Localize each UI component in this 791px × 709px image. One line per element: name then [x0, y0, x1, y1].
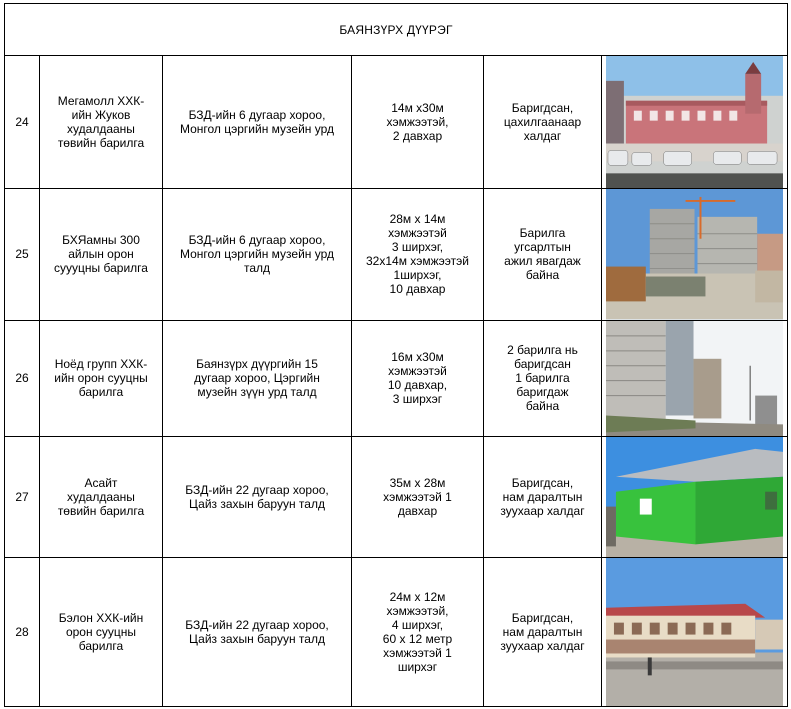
building-status: Барилга угсарлтын ажил явагдаж байна	[484, 189, 602, 320]
mall-building-photo	[606, 56, 783, 188]
building-status: Баригдсан, нам даралтын зуухаар халдаг	[484, 436, 602, 557]
construction-table	[4, 3, 788, 707]
building-location: БЗД-ийн 22 дугаар хороо, Цайз захын баруун талд	[163, 558, 352, 707]
green-shop-photo	[606, 437, 783, 557]
building-size: 16м х30м хэмжээтэй 10 давхар, 3 ширхэг	[352, 320, 484, 436]
building-size: 24м х 12м хэмжээтэй, 4 ширхэг, 60 х 12 метр хэмжээтэй 1 ширхэг	[352, 558, 484, 707]
building-status: Баригдсан, цахилгаанаар халдаг	[484, 56, 602, 189]
table-row	[5, 320, 788, 436]
building-status: 2 барилга нь баригдсан 1 барилга баригдаж байна	[484, 320, 602, 436]
building-location: БЗД-ийн 6 дугаар хороо, Монгол цэргийн музейн урд	[163, 56, 352, 189]
building-location: БЗД-ийн 22 дугаар хороо, Цайз захын баруун талд	[163, 436, 352, 557]
building-size: 14м х30м хэмжээтэй, 2 давхар	[352, 56, 484, 189]
table-row	[5, 558, 788, 707]
title-row	[5, 4, 788, 56]
building-name: Асайт худалдааны төвийн барилга	[40, 436, 163, 557]
building-name: Ноёд групп ХХК- ийн орон сууцны барилга	[40, 320, 163, 436]
row-number: 25	[5, 189, 40, 320]
building-location: БЗД-ийн 6 дугаар хороо, Монгол цэргийн музейн урд талд	[163, 189, 352, 320]
apartment-construction-photo	[606, 189, 783, 319]
building-size: 35м х 28м хэмжээтэй 1 давхар	[352, 436, 484, 557]
building-photo	[602, 189, 788, 320]
building-status: Баригдсан, нам даралтын зуухаар халдаг	[484, 558, 602, 707]
row-number: 28	[5, 558, 40, 707]
table-row	[5, 56, 788, 189]
building-name: БХЯамны 300 айлын орон суууцны барилга	[40, 189, 163, 320]
building-photo	[602, 436, 788, 557]
row-number: 24	[5, 56, 40, 189]
district-title: БАЯНЗҮРХ ДҮҮРЭГ	[5, 4, 788, 56]
building-name: Бэлон ХХК-ийн орон сууцны барилга	[40, 558, 163, 707]
row-number: 27	[5, 436, 40, 557]
building-location: Баянзүрх дүүргийн 15 дугаар хороо, Цэргийн музейн зүүн урд талд	[163, 320, 352, 436]
row-number: 26	[5, 320, 40, 436]
building-photo	[602, 320, 788, 436]
table-row	[5, 436, 788, 557]
townhouse-row-photo	[606, 558, 783, 706]
high-rise-street-photo	[606, 321, 783, 436]
building-size: 28м х 14м хэмжээтэй 3 ширхэг, 32х14м хэмжээтэй 1ширхэг, 10 давхар	[352, 189, 484, 320]
building-photo	[602, 56, 788, 189]
building-photo	[602, 558, 788, 707]
table-row	[5, 189, 788, 320]
building-name: Мегамолл ХХК- ийн Жуков худалдааны төвийн барилга	[40, 56, 163, 189]
